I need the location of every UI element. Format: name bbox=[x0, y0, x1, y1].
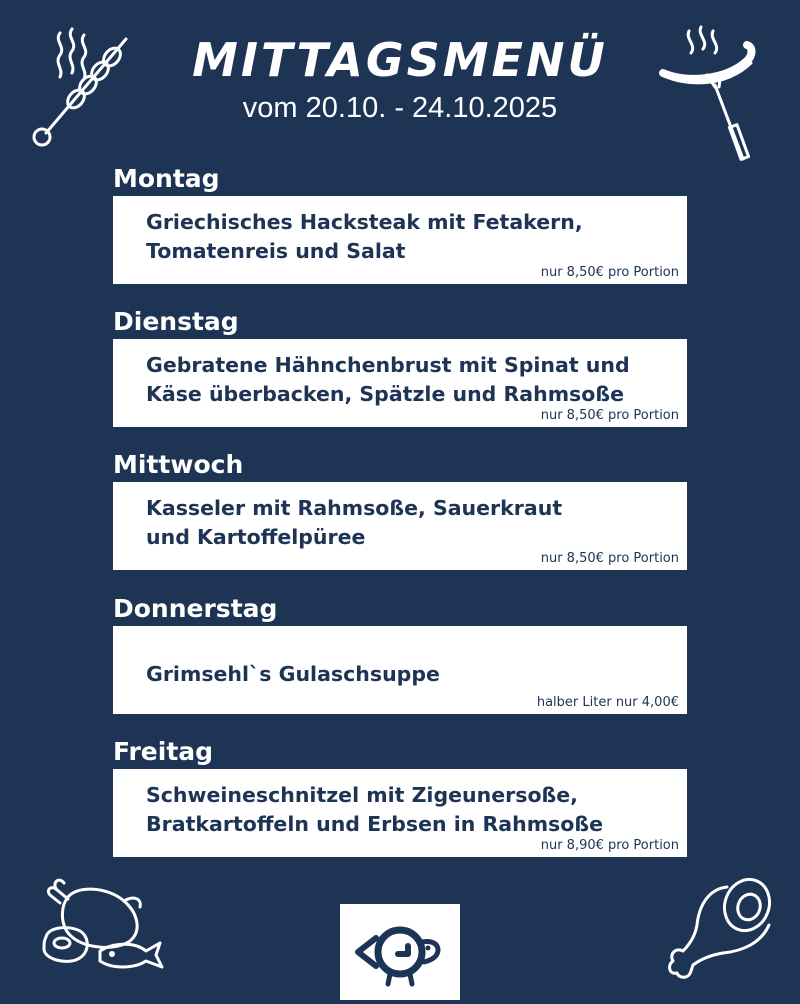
menu-date-range: vom 20.10. - 24.10.2025 bbox=[242, 92, 558, 124]
price-label: nur 8,90€ pro Portion bbox=[540, 838, 679, 853]
day-tuesday bbox=[113, 305, 687, 427]
price-label: nur 8,50€ pro Portion bbox=[540, 408, 679, 423]
day-monday bbox=[113, 162, 687, 284]
dish-line: Griechisches Hacksteak mit Fetakern, bbox=[146, 210, 583, 235]
dish-line: Tomatenreis und Salat bbox=[146, 239, 406, 264]
dish-line: Bratkartoffeln und Erbsen in Rahmsoße bbox=[146, 812, 603, 837]
ham-icon bbox=[665, 875, 780, 985]
price-label: nur 8,50€ pro Portion bbox=[540, 265, 679, 280]
dish-line: Gebratene Hähnchenbrust mit Spinat und bbox=[146, 353, 630, 378]
dish-line: Käse überbacken, Spätzle und Rahmsoße bbox=[146, 382, 624, 407]
menu-card bbox=[113, 339, 687, 427]
day-friday bbox=[113, 735, 687, 857]
menu-card bbox=[113, 196, 687, 284]
logo bbox=[340, 904, 460, 1000]
poultry-steak-fish-icon bbox=[38, 875, 168, 985]
price-label: nur 8,50€ pro Portion bbox=[540, 551, 679, 566]
grimsehl-logo-icon bbox=[340, 904, 460, 1000]
dish-line: und Kartoffelpüree bbox=[146, 525, 366, 550]
menu-card bbox=[113, 482, 687, 570]
dish-description bbox=[146, 208, 666, 266]
day-name: Montag bbox=[113, 164, 220, 193]
menu-card bbox=[113, 626, 687, 714]
day-name: Mittwoch bbox=[113, 450, 244, 479]
dish-description bbox=[146, 660, 666, 689]
skewer-icon bbox=[28, 25, 138, 155]
day-thursday bbox=[113, 592, 687, 714]
menu-card bbox=[113, 769, 687, 857]
day-name: Dienstag bbox=[113, 307, 239, 336]
day-wednesday bbox=[113, 448, 687, 570]
day-name: Freitag bbox=[113, 737, 214, 766]
dish-line: Schweineschnitzel mit Zigeunersoße, bbox=[146, 783, 578, 808]
dish-description bbox=[146, 494, 666, 552]
sausage-fork-icon bbox=[655, 25, 770, 170]
dish-description bbox=[146, 781, 666, 839]
price-label: halber Liter nur 4,00€ bbox=[536, 695, 679, 710]
day-name: Donnerstag bbox=[113, 594, 278, 623]
page-title: MITTAGSMENÜ bbox=[192, 33, 608, 87]
dish-description bbox=[146, 351, 666, 409]
dish-line: Kasseler mit Rahmsoße, Sauerkraut bbox=[146, 496, 563, 521]
dish-line: Grimsehl`s Gulaschsuppe bbox=[146, 661, 440, 686]
